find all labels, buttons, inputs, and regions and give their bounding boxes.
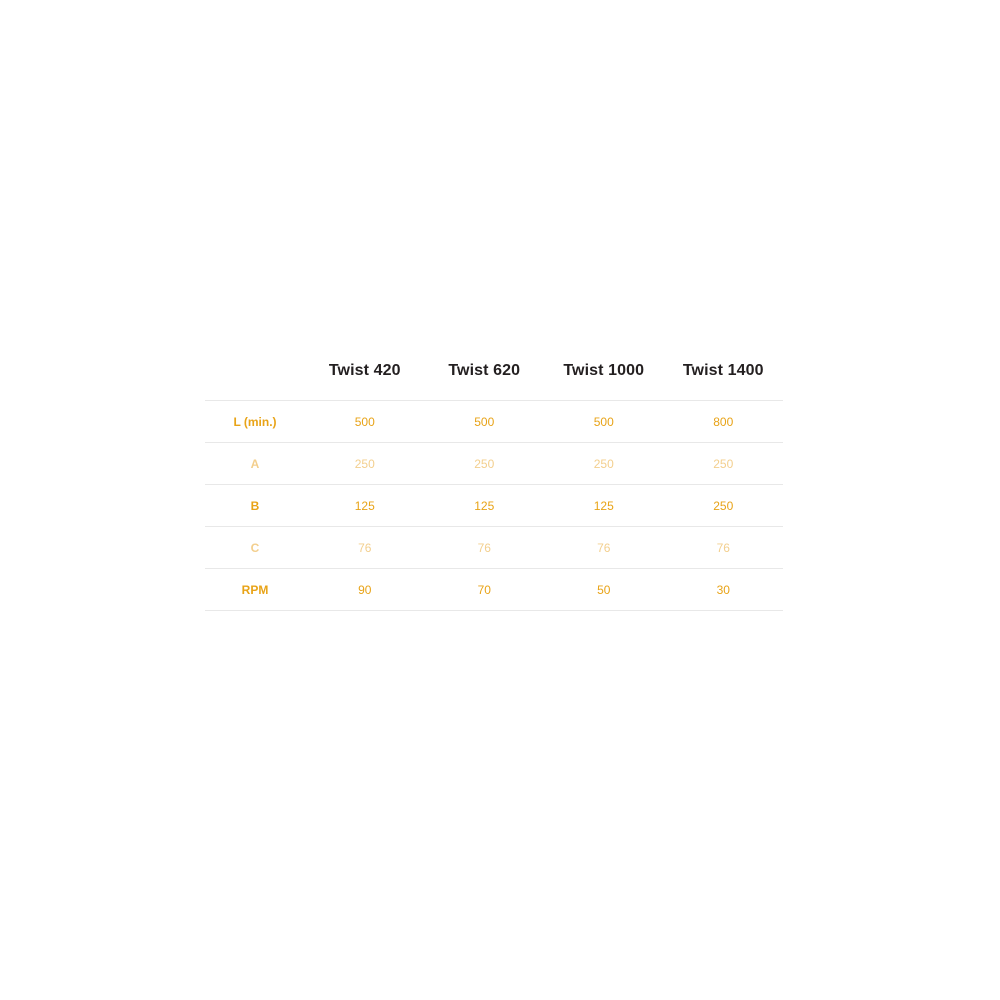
table-row	[205, 569, 783, 611]
table-row	[205, 443, 783, 485]
cell-c-twist-420: 76	[358, 540, 372, 555]
cell-b-twist-1000: 125	[593, 498, 614, 513]
cell-rpm-twist-620: 70	[477, 582, 491, 597]
cell-rpm-twist-1000: 50	[597, 582, 611, 597]
table-body	[205, 401, 783, 611]
specification-table	[205, 362, 783, 611]
cell-l-min-twist-1000: 500	[593, 414, 614, 429]
cell-l-min-twist-620: 500	[474, 414, 495, 429]
row-label-c: C	[250, 540, 260, 555]
cell-l-min-twist-1400: 800	[713, 414, 734, 429]
cell-c-twist-620: 76	[477, 540, 491, 555]
cell-a-twist-1000: 250	[593, 456, 614, 471]
column-header-twist-420: Twist 420	[328, 362, 401, 379]
column-header-twist-1400: Twist 1400	[682, 362, 764, 379]
cell-b-twist-620: 125	[474, 498, 495, 513]
specification-table-container	[205, 362, 783, 611]
table-row	[205, 401, 783, 443]
cell-rpm-twist-420: 90	[358, 582, 372, 597]
row-label-a: A	[250, 456, 260, 471]
table-header-row	[205, 362, 783, 401]
table-row	[205, 527, 783, 569]
cell-b-twist-1400: 250	[713, 498, 734, 513]
row-label-b: B	[250, 498, 260, 513]
table-row	[205, 485, 783, 527]
row-label-l-min: L (min.)	[233, 414, 277, 429]
cell-a-twist-420: 250	[354, 456, 375, 471]
column-header-twist-1000: Twist 1000	[563, 362, 645, 379]
cell-c-twist-1400: 76	[716, 540, 730, 555]
row-label-rpm: RPM	[241, 582, 269, 597]
cell-c-twist-1000: 76	[597, 540, 611, 555]
table-corner-cell	[205, 362, 305, 401]
cell-l-min-twist-420: 500	[354, 414, 375, 429]
cell-a-twist-1400: 250	[713, 456, 734, 471]
cell-rpm-twist-1400: 30	[716, 582, 730, 597]
cell-a-twist-620: 250	[474, 456, 495, 471]
cell-b-twist-420: 125	[354, 498, 375, 513]
table-header	[205, 362, 783, 401]
column-header-twist-620: Twist 620	[448, 362, 521, 379]
